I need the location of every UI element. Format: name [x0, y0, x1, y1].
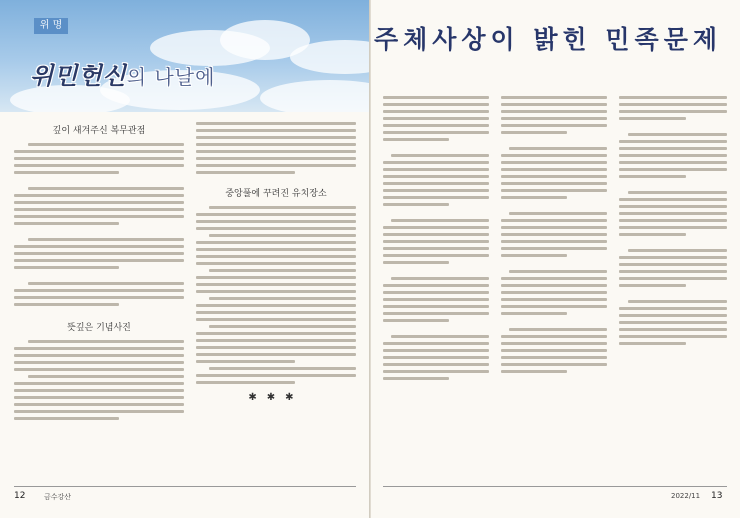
text-line-placeholder	[14, 382, 184, 385]
text-line-placeholder	[619, 256, 727, 259]
text-line-placeholder	[391, 335, 489, 338]
text-line-placeholder	[383, 161, 489, 164]
text-line-placeholder	[14, 208, 184, 211]
text-line-placeholder	[619, 226, 727, 229]
text-line-placeholder	[196, 213, 356, 216]
text-line-placeholder	[196, 227, 356, 230]
text-line-placeholder	[383, 131, 489, 134]
text-line-placeholder	[14, 194, 184, 197]
text-line-placeholder	[501, 370, 567, 373]
text-line-placeholder	[14, 259, 184, 262]
text-line-placeholder	[196, 255, 356, 258]
text-line-placeholder	[196, 290, 356, 293]
text-line-placeholder	[619, 314, 727, 317]
series-title-rest: 의 나날에	[126, 65, 216, 89]
text-line-placeholder	[501, 96, 607, 99]
text-line-placeholder	[619, 198, 727, 201]
cloud	[290, 40, 369, 74]
text-line-placeholder	[383, 370, 489, 373]
text-line-placeholder	[28, 238, 184, 241]
text-line-placeholder	[501, 175, 607, 178]
text-line-placeholder	[383, 168, 489, 171]
text-line-placeholder	[14, 201, 184, 204]
text-line-placeholder	[209, 234, 356, 237]
text-line-placeholder	[196, 143, 356, 146]
text-line-placeholder	[383, 342, 489, 345]
text-line-placeholder	[196, 129, 356, 132]
text-line-placeholder	[619, 219, 727, 222]
text-line-placeholder	[501, 254, 567, 257]
text-line-placeholder	[501, 335, 607, 338]
text-line-placeholder	[14, 368, 184, 371]
text-line-placeholder	[196, 136, 356, 139]
text-line-placeholder	[14, 354, 184, 357]
text-line-placeholder	[501, 117, 607, 120]
text-line-placeholder	[619, 117, 686, 120]
text-line-placeholder	[383, 124, 489, 127]
text-line-placeholder	[628, 249, 727, 252]
text-line-placeholder	[391, 277, 489, 280]
left-page	[0, 0, 369, 518]
text-line-placeholder	[391, 154, 489, 157]
text-line-placeholder	[501, 247, 607, 250]
text-line-placeholder	[383, 240, 489, 243]
text-line-placeholder	[628, 300, 727, 303]
text-line-placeholder	[619, 328, 727, 331]
text-line-placeholder	[383, 363, 489, 366]
text-line-placeholder	[14, 403, 184, 406]
text-line-placeholder	[501, 124, 607, 127]
text-line-placeholder	[383, 284, 489, 287]
text-line-placeholder	[501, 291, 607, 294]
text-line-placeholder	[383, 312, 489, 315]
text-line-placeholder	[14, 296, 184, 299]
text-line-placeholder	[383, 233, 489, 236]
text-line-placeholder	[628, 133, 727, 136]
text-line-placeholder	[196, 220, 356, 223]
text-line-placeholder	[501, 161, 607, 164]
section-heading: 중앙풀에 꾸려진 유치장소	[225, 189, 327, 199]
text-line-placeholder	[383, 319, 449, 322]
text-line-placeholder	[196, 360, 295, 363]
series-tag: 위 명	[34, 18, 68, 34]
text-line-placeholder	[383, 226, 489, 229]
text-line-placeholder	[196, 381, 295, 384]
text-line-placeholder	[196, 332, 356, 335]
page-number: 12	[14, 491, 26, 501]
text-line-placeholder	[501, 233, 607, 236]
text-line-placeholder	[196, 241, 356, 244]
text-line-placeholder	[501, 298, 607, 301]
text-line-placeholder	[501, 154, 607, 157]
text-line-placeholder	[501, 131, 567, 134]
text-line-placeholder	[619, 342, 686, 345]
text-line-placeholder	[501, 284, 607, 287]
text-line-placeholder	[509, 147, 607, 150]
text-line-placeholder	[383, 103, 489, 106]
right-column-1	[383, 92, 489, 384]
header-banner	[0, 0, 369, 112]
text-line-placeholder	[383, 196, 489, 199]
text-line-placeholder	[209, 367, 356, 370]
footer-rule	[383, 486, 727, 487]
page-number: 13	[711, 491, 723, 501]
text-line-placeholder	[196, 164, 356, 167]
text-line-placeholder	[383, 349, 489, 352]
text-line-placeholder	[619, 270, 727, 273]
text-line-placeholder	[383, 377, 449, 380]
text-line-placeholder	[619, 96, 727, 99]
text-line-placeholder	[209, 269, 356, 272]
text-line-placeholder	[196, 374, 356, 377]
text-line-placeholder	[509, 328, 607, 331]
text-line-placeholder	[209, 325, 356, 328]
text-line-placeholder	[501, 312, 567, 315]
text-line-placeholder	[28, 375, 184, 378]
text-line-placeholder	[509, 212, 607, 215]
text-line-placeholder	[619, 168, 727, 171]
text-line-placeholder	[196, 171, 295, 174]
text-line-placeholder	[391, 219, 489, 222]
section-heading: 뜻깊은 기념사진	[67, 323, 131, 333]
text-line-placeholder	[383, 254, 489, 257]
text-line-placeholder	[196, 122, 356, 125]
text-line-placeholder	[196, 346, 356, 349]
text-line-placeholder	[619, 154, 727, 157]
text-line-placeholder	[14, 164, 184, 167]
text-line-placeholder	[501, 168, 607, 171]
text-line-placeholder	[501, 196, 567, 199]
issue-date: 2022/11	[671, 492, 701, 500]
text-line-placeholder	[383, 305, 489, 308]
article-headline: 주체사상이 밝힌 민족문제	[373, 25, 722, 54]
text-line-placeholder	[14, 417, 119, 420]
text-line-placeholder	[196, 150, 356, 153]
text-line-placeholder	[619, 147, 727, 150]
text-line-placeholder	[501, 342, 607, 345]
left-column-2	[196, 118, 356, 403]
footer-rule	[14, 486, 356, 487]
text-line-placeholder	[14, 289, 184, 292]
text-line-placeholder	[501, 363, 607, 366]
text-line-placeholder	[28, 187, 184, 190]
text-line-placeholder	[196, 283, 356, 286]
text-line-placeholder	[28, 282, 184, 285]
text-line-placeholder	[619, 212, 727, 215]
text-line-placeholder	[501, 189, 607, 192]
text-line-placeholder	[196, 304, 356, 307]
cloud	[260, 80, 369, 112]
text-line-placeholder	[14, 410, 184, 413]
text-line-placeholder	[209, 297, 356, 300]
text-line-placeholder	[383, 117, 489, 120]
section-heading: 깊이 새겨주신 복무관점	[52, 126, 146, 136]
text-line-placeholder	[501, 356, 607, 359]
text-line-placeholder	[501, 226, 607, 229]
right-column-2	[501, 92, 607, 377]
text-line-placeholder	[14, 157, 184, 160]
text-line-placeholder	[196, 339, 356, 342]
text-line-placeholder	[14, 396, 184, 399]
text-line-placeholder	[501, 305, 607, 308]
text-line-placeholder	[196, 248, 356, 251]
text-line-placeholder	[619, 110, 727, 113]
text-line-placeholder	[501, 240, 607, 243]
text-line-placeholder	[619, 103, 727, 106]
text-line-placeholder	[383, 189, 489, 192]
text-line-placeholder	[501, 182, 607, 185]
text-line-placeholder	[501, 219, 607, 222]
text-line-placeholder	[196, 353, 356, 356]
text-line-placeholder	[14, 361, 184, 364]
text-line-placeholder	[14, 171, 119, 174]
text-line-placeholder	[14, 303, 119, 306]
text-line-placeholder	[619, 233, 686, 236]
text-line-placeholder	[196, 157, 356, 160]
series-title-bold: 위민헌신	[30, 62, 127, 90]
text-line-placeholder	[14, 222, 119, 225]
text-line-placeholder	[509, 270, 607, 273]
text-line-placeholder	[14, 150, 184, 153]
text-line-placeholder	[619, 205, 727, 208]
text-line-placeholder	[209, 206, 356, 209]
text-line-placeholder	[383, 356, 489, 359]
text-line-placeholder	[14, 215, 184, 218]
text-line-placeholder	[28, 143, 184, 146]
text-line-placeholder	[619, 321, 727, 324]
left-column-1	[14, 118, 184, 424]
text-line-placeholder	[383, 247, 489, 250]
text-line-placeholder	[383, 96, 489, 99]
text-line-placeholder	[619, 335, 727, 338]
text-line-placeholder	[501, 103, 607, 106]
text-line-placeholder	[619, 175, 686, 178]
text-line-placeholder	[14, 266, 119, 269]
text-line-placeholder	[14, 347, 184, 350]
right-page	[371, 0, 740, 518]
text-line-placeholder	[501, 110, 607, 113]
magazine-name: 금수강산	[44, 493, 72, 501]
text-line-placeholder	[14, 245, 184, 248]
text-line-placeholder	[196, 311, 356, 314]
section-end-marker: ✱✱✱	[248, 392, 304, 403]
text-line-placeholder	[14, 252, 184, 255]
text-line-placeholder	[383, 182, 489, 185]
text-line-placeholder	[383, 138, 449, 141]
text-line-placeholder	[383, 291, 489, 294]
text-line-placeholder	[619, 161, 727, 164]
text-line-placeholder	[383, 203, 449, 206]
text-line-placeholder	[14, 389, 184, 392]
text-line-placeholder	[383, 175, 489, 178]
text-line-placeholder	[501, 277, 607, 280]
text-line-placeholder	[619, 307, 727, 310]
text-line-placeholder	[196, 276, 356, 279]
text-line-placeholder	[619, 140, 727, 143]
text-line-placeholder	[619, 263, 727, 266]
text-line-placeholder	[619, 277, 727, 280]
text-line-placeholder	[619, 284, 686, 287]
right-column-3	[619, 92, 727, 349]
text-line-placeholder	[501, 349, 607, 352]
text-line-placeholder	[383, 298, 489, 301]
text-line-placeholder	[196, 262, 356, 265]
text-line-placeholder	[196, 318, 356, 321]
text-line-placeholder	[628, 191, 727, 194]
text-line-placeholder	[383, 110, 489, 113]
text-line-placeholder	[28, 340, 184, 343]
series-title	[30, 56, 215, 91]
text-line-placeholder	[383, 261, 449, 264]
